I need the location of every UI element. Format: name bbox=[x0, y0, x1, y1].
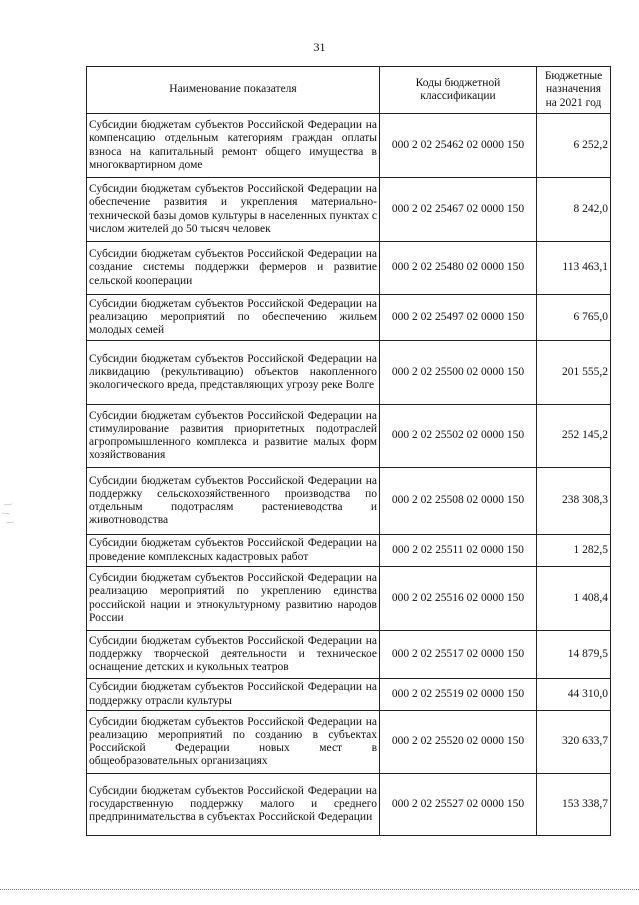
bottom-divider bbox=[0, 889, 639, 890]
table-row bbox=[87, 114, 611, 178]
header-code: Коды бюджетной классификации bbox=[380, 67, 537, 114]
row-name: Субсидии бюджетам субъектов Российской Федерации на реализацию мероприятий по обеспечению жильем молодых семей bbox=[87, 295, 380, 341]
row-name: Субсидии бюджетам субъектов Российской Федерации на создание системы поддержки фермеров и развитие сельской кооперации bbox=[87, 242, 380, 295]
row-code: 000 2 02 25520 02 0000 150 bbox=[380, 711, 537, 774]
table-row bbox=[87, 631, 611, 679]
row-name: Субсидии бюджетам субъектов Российской Федерации на реализацию мероприятий по созданию в субъектах Российской Федерации новых мест в общеобразовательных организациях bbox=[87, 711, 380, 774]
row-amount: 14 879,5 bbox=[537, 631, 611, 679]
page-number: 31 bbox=[313, 40, 326, 54]
row-name: Субсидии бюджетам субъектов Российской Федерации на проведение комплексных кадастровых работ bbox=[87, 535, 380, 567]
table-row bbox=[87, 567, 611, 631]
table-row bbox=[87, 341, 611, 405]
table-row bbox=[87, 405, 611, 468]
row-amount: 113 463,1 bbox=[537, 242, 611, 295]
table-row bbox=[87, 242, 611, 295]
scan-artifact-icon bbox=[0, 501, 28, 531]
row-amount: 1 282,5 bbox=[537, 535, 611, 567]
row-amount: 8 242,0 bbox=[537, 178, 611, 242]
row-code: 000 2 02 25467 02 0000 150 bbox=[380, 178, 537, 242]
row-code: 000 2 02 25517 02 0000 150 bbox=[380, 631, 537, 679]
row-amount: 6 252,2 bbox=[537, 114, 611, 178]
row-code: 000 2 02 25462 02 0000 150 bbox=[380, 114, 537, 178]
row-code: 000 2 02 25516 02 0000 150 bbox=[380, 567, 537, 631]
row-amount: 252 145,2 bbox=[537, 405, 611, 468]
row-code: 000 2 02 25497 02 0000 150 bbox=[380, 295, 537, 341]
table-row bbox=[87, 535, 611, 567]
header-name: Наименование показателя bbox=[87, 67, 380, 114]
table-row bbox=[87, 774, 611, 836]
row-amount: 153 338,7 bbox=[537, 774, 611, 836]
row-name: Субсидии бюджетам субъектов Российской Федерации на поддержку отрасли культуры bbox=[87, 679, 380, 711]
row-amount: 44 310,0 bbox=[537, 679, 611, 711]
row-code: 000 2 02 25511 02 0000 150 bbox=[380, 535, 537, 567]
row-code: 000 2 02 25502 02 0000 150 bbox=[380, 405, 537, 468]
row-code: 000 2 02 25480 02 0000 150 bbox=[380, 242, 537, 295]
row-amount: 201 555,2 bbox=[537, 341, 611, 405]
row-code: 000 2 02 25519 02 0000 150 bbox=[380, 679, 537, 711]
budget-table bbox=[86, 66, 611, 836]
row-name: Субсидии бюджетам субъектов Российской Федерации на реализацию мероприятий по укреплению единства российской нации и этнокультурному развитию народов России bbox=[87, 567, 380, 631]
scan-artifact bbox=[0, 501, 28, 531]
row-name: Субсидии бюджетам субъектов Российской Федерации на компенсацию отдельным категориям граждан оплаты взноса на капитальный ремонт общего имущества в многоквартирном доме bbox=[87, 114, 380, 178]
table-row bbox=[87, 468, 611, 535]
header-amount: Бюджетные назначения на 2021 год bbox=[537, 67, 611, 114]
row-code: 000 2 02 25527 02 0000 150 bbox=[380, 774, 537, 836]
table-row bbox=[87, 178, 611, 242]
row-amount: 238 308,3 bbox=[537, 468, 611, 535]
row-amount: 320 633,7 bbox=[537, 711, 611, 774]
row-name: Субсидии бюджетам субъектов Российской Федерации на стимулирование развития приоритетных подотраслей агропромышленного комплекса и развитие малых форм хозяйствования bbox=[87, 405, 380, 468]
table-header-row bbox=[87, 67, 611, 114]
table-row bbox=[87, 711, 611, 774]
row-code: 000 2 02 25508 02 0000 150 bbox=[380, 468, 537, 535]
row-name: Субсидии бюджетам субъектов Российской Федерации на поддержку творческой деятельности и техническое оснащение детских и кукольных театров bbox=[87, 631, 380, 679]
row-name: Субсидии бюджетам субъектов Российской Федерации на обеспечение развития и укрепления материально-технической базы домов культуры в населенных пунктах с числом жителей до 50 тысяч человек bbox=[87, 178, 380, 242]
table-row bbox=[87, 679, 611, 711]
table-row bbox=[87, 295, 611, 341]
row-name: Субсидии бюджетам субъектов Российской Федерации на поддержку сельскохозяйственного производства по отдельным подотраслям растениеводства и животноводства bbox=[87, 468, 380, 535]
row-name: Субсидии бюджетам субъектов Российской Федерации на ликвидацию (рекультивацию) объектов накопленного экологического вреда, представляющих угрозу реке Волге bbox=[87, 341, 380, 405]
row-name: Субсидии бюджетам субъектов Российской Федерации на государственную поддержку малого и среднего предпринимательства в субъектах Российской Федерации bbox=[87, 774, 380, 836]
row-code: 000 2 02 25500 02 0000 150 bbox=[380, 341, 537, 405]
row-amount: 6 765,0 bbox=[537, 295, 611, 341]
row-amount: 1 408,4 bbox=[537, 567, 611, 631]
